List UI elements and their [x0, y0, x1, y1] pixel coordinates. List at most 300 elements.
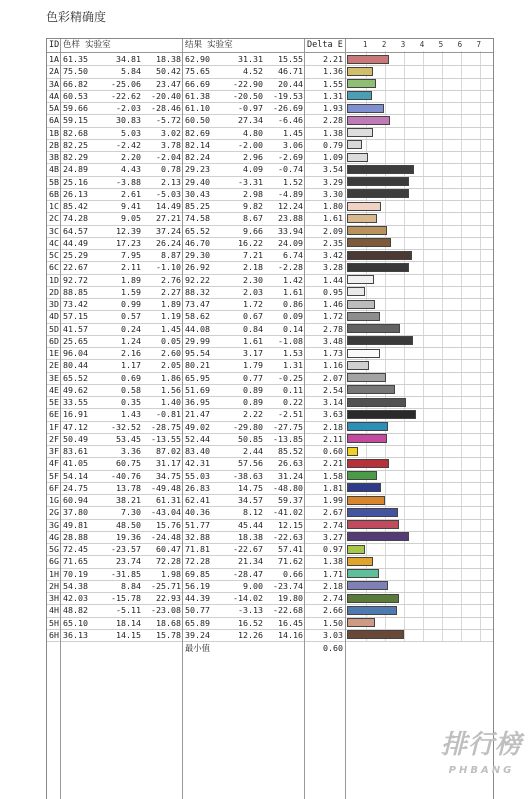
- cell-s1: 1.24: [121, 335, 141, 346]
- cell-r2: 1.31: [283, 360, 303, 371]
- table-row: [47, 176, 493, 188]
- cell-id: 5H: [49, 617, 59, 628]
- delta-e-bar: [347, 104, 384, 113]
- table-row: [47, 78, 493, 90]
- cell-r1: -2.00: [238, 139, 263, 150]
- cell-id: 3D: [49, 299, 59, 309]
- cell-r2: 3.06: [283, 139, 303, 150]
- cell-s1: 1.59: [121, 286, 141, 297]
- cell-s1: 1.17: [121, 360, 141, 371]
- cell-s1: 9.41: [121, 201, 141, 211]
- cell-s1: 0.24: [121, 323, 141, 334]
- cell-id: 5D: [49, 323, 59, 334]
- cell-s0: 73.42: [63, 299, 88, 309]
- table-row: [47, 127, 493, 139]
- cell-r0: 29.40: [185, 176, 210, 187]
- delta-e-bar: [347, 287, 365, 296]
- cell-s1: 1.43: [121, 409, 141, 420]
- cell-s0: 82.29: [63, 152, 88, 162]
- table-row: [47, 114, 493, 126]
- cell-s2: -5.03: [156, 188, 181, 199]
- cell-s2: 31.17: [156, 458, 181, 469]
- cell-id: 4B: [49, 164, 59, 175]
- cell-r1: 18.38: [238, 531, 263, 542]
- cell-s1: -25.06: [111, 78, 141, 89]
- cell-s2: 3.78: [161, 139, 181, 150]
- cell-s0: 74.28: [63, 213, 88, 224]
- table-row: [47, 225, 493, 237]
- cell-s1: 2.20: [121, 152, 141, 162]
- table-row: [47, 396, 493, 408]
- cell-r0: 69.85: [185, 568, 210, 579]
- cell-r2: -23.74: [273, 580, 303, 591]
- cell-r0: 32.88: [185, 531, 210, 542]
- cell-s0: 26.13: [63, 188, 88, 199]
- cell-id: 4H: [49, 605, 59, 616]
- cell-de: 1.58: [323, 470, 343, 481]
- table-row: [47, 592, 493, 604]
- cell-s1: 23.74: [116, 556, 141, 567]
- cell-id: 5B: [49, 176, 59, 187]
- cell-r2: 20.44: [278, 78, 303, 89]
- delta-e-bar: [347, 336, 413, 345]
- cell-s0: 65.52: [63, 372, 88, 383]
- cell-r1: 0.67: [243, 311, 263, 322]
- delta-e-bar: [347, 214, 377, 223]
- table-row: [47, 421, 493, 433]
- cell-id: 5F: [49, 470, 59, 481]
- table-row: [47, 151, 493, 163]
- cell-id: 3H: [49, 593, 59, 603]
- cell-r0: 73.47: [185, 299, 210, 309]
- cell-r2: 1.52: [283, 176, 303, 187]
- cell-r1: 16.52: [238, 617, 263, 628]
- cell-s2: -5.72: [156, 115, 181, 126]
- cell-r2: 0.14: [283, 323, 303, 334]
- cell-r1: 2.03: [243, 286, 263, 297]
- delta-e-bar: [347, 581, 388, 590]
- cell-de: 1.72: [323, 311, 343, 322]
- delta-e-bar: [347, 67, 373, 76]
- cell-r0: 65.52: [185, 225, 210, 236]
- cell-id: 5E: [49, 397, 59, 407]
- cell-id: 6D: [49, 335, 59, 346]
- cell-r2: 31.24: [278, 470, 303, 481]
- cell-s0: 82.68: [63, 127, 88, 138]
- cell-r0: 95.54: [185, 348, 210, 358]
- table-row: [47, 433, 493, 445]
- cell-id: 6E: [49, 409, 59, 420]
- cell-r2: -1.08: [278, 335, 303, 346]
- cell-r1: 0.84: [243, 323, 263, 334]
- page-title: 色彩精确度: [46, 10, 107, 24]
- table-row: [47, 335, 493, 347]
- delta-e-bar: [347, 361, 369, 370]
- cell-s2: 87.02: [156, 446, 181, 456]
- cell-r2: 16.45: [278, 617, 303, 628]
- table-row: [47, 163, 493, 175]
- cell-s0: 44.49: [63, 237, 88, 248]
- delta-e-bar: [347, 55, 389, 64]
- cell-r2: 24.09: [278, 237, 303, 248]
- cell-de: 3.29: [323, 176, 343, 187]
- cell-r0: 74.58: [185, 213, 210, 224]
- cell-s1: -15.78: [111, 593, 141, 603]
- cell-r1: 31.31: [238, 54, 263, 64]
- cell-r2: 0.66: [283, 568, 303, 579]
- table-row: [47, 543, 493, 555]
- cell-s2: 50.42: [156, 66, 181, 77]
- cell-de: 1.71: [323, 568, 343, 579]
- cell-r1: 4.09: [243, 164, 263, 175]
- cell-s0: 54.14: [63, 470, 88, 481]
- cell-s1: -2.42: [116, 139, 141, 150]
- delta-e-bar: [347, 520, 399, 529]
- cell-s0: 61.35: [63, 54, 88, 64]
- cell-r1: 14.75: [238, 482, 263, 493]
- cell-s2: -49.48: [151, 482, 181, 493]
- scale-tick: 6: [457, 40, 463, 49]
- delta-e-bar: [347, 434, 387, 443]
- cell-r0: 72.28: [185, 556, 210, 567]
- table-row: [47, 629, 493, 641]
- cell-id: 4C: [49, 237, 59, 248]
- cell-r2: 59.37: [278, 495, 303, 505]
- cell-s1: 0.69: [121, 372, 141, 383]
- table-row: [47, 298, 493, 310]
- cell-s0: 92.72: [63, 274, 88, 285]
- cell-de: 3.27: [323, 531, 343, 542]
- cell-de: 0.79: [323, 139, 343, 150]
- cell-r2: -13.85: [273, 433, 303, 444]
- cell-id: 5G: [49, 544, 59, 554]
- cell-r0: 52.44: [185, 433, 210, 444]
- cell-id: 2C: [49, 213, 59, 224]
- cell-r2: -48.80: [273, 482, 303, 493]
- table-row: [47, 237, 493, 249]
- cell-s1: 9.05: [121, 213, 141, 224]
- header-result-lab: 结果 实验室: [185, 40, 233, 50]
- cell-s1: -31.85: [111, 568, 141, 579]
- cell-s1: 2.16: [121, 348, 141, 358]
- delta-e-bar: [347, 324, 400, 333]
- cell-s1: 18.14: [116, 617, 141, 628]
- cell-id: 6H: [49, 629, 59, 640]
- cell-de: 2.21: [323, 54, 343, 64]
- cell-r0: 58.62: [185, 311, 210, 322]
- cell-de: 1.50: [323, 617, 343, 628]
- cell-s0: 28.88: [63, 531, 88, 542]
- table-row: [47, 65, 493, 77]
- cell-s1: 30.83: [116, 115, 141, 126]
- cell-s2: 1.56: [161, 384, 181, 395]
- delta-e-bar: [347, 471, 377, 480]
- cell-r1: 3.17: [243, 348, 263, 358]
- table-row: [47, 323, 493, 335]
- cell-id: 3B: [49, 152, 59, 162]
- cell-r1: -3.13: [238, 605, 263, 616]
- cell-s1: 14.15: [116, 629, 141, 640]
- cell-r0: 65.95: [185, 372, 210, 383]
- cell-s0: 24.75: [63, 482, 88, 493]
- cell-id: 4D: [49, 311, 59, 322]
- cell-r2: 0.09: [283, 311, 303, 322]
- delta-e-bar: [347, 508, 398, 517]
- cell-s1: -5.11: [116, 605, 141, 616]
- delta-e-bar: [347, 422, 388, 431]
- cell-s2: 8.87: [161, 250, 181, 260]
- cell-r0: 55.03: [185, 470, 210, 481]
- cell-r0: 51.69: [185, 384, 210, 395]
- cell-r2: -22.63: [273, 531, 303, 542]
- table-row: [47, 408, 493, 420]
- cell-r2: -41.02: [273, 507, 303, 518]
- cell-r0: 51.77: [185, 519, 210, 530]
- delta-e-bar: [347, 79, 376, 88]
- cell-s1: 2.11: [121, 262, 141, 273]
- cell-r0: 80.21: [185, 360, 210, 371]
- delta-e-bar: [347, 606, 397, 615]
- cell-s1: 7.95: [121, 250, 141, 260]
- delta-e-bar: [347, 238, 391, 247]
- cell-s1: 0.35: [121, 397, 141, 407]
- table-row: [47, 568, 493, 580]
- cell-de: 3.63: [323, 409, 343, 420]
- cell-s1: 12.39: [116, 225, 141, 236]
- cell-s0: 41.05: [63, 458, 88, 469]
- cell-s2: -28.75: [151, 421, 181, 432]
- delta-e-bar: [347, 569, 379, 578]
- cell-s1: -40.76: [111, 470, 141, 481]
- cell-r0: 92.22: [185, 274, 210, 285]
- cell-r0: 82.24: [185, 152, 210, 162]
- cell-s0: 50.49: [63, 433, 88, 444]
- cell-de: 2.28: [323, 115, 343, 126]
- cell-r1: 2.22: [243, 409, 263, 420]
- cell-s1: 0.58: [121, 384, 141, 395]
- cell-r0: 29.99: [185, 335, 210, 346]
- cell-r0: 50.77: [185, 605, 210, 616]
- table-row: [47, 359, 493, 371]
- color-accuracy-table: [46, 38, 494, 799]
- cell-r0: 62.90: [185, 54, 210, 64]
- table-row: [47, 604, 493, 616]
- cell-de: 1.73: [323, 348, 343, 358]
- cell-s1: -2.03: [116, 103, 141, 113]
- cell-r1: 8.12: [243, 507, 263, 518]
- cell-id: 2A: [49, 66, 59, 77]
- cell-de: 1.61: [323, 213, 343, 224]
- delta-e-bar: [347, 398, 406, 407]
- delta-e-bar: [347, 618, 375, 627]
- cell-s0: 49.62: [63, 384, 88, 395]
- watermark-text: 排行榜: [440, 730, 522, 760]
- cell-de: 3.03: [323, 629, 343, 640]
- cell-r0: 85.25: [185, 201, 210, 211]
- cell-r0: 26.92: [185, 262, 210, 273]
- cell-s0: 22.67: [63, 262, 88, 273]
- cell-r0: 66.69: [185, 78, 210, 89]
- cell-s2: 18.38: [156, 54, 181, 64]
- cell-de: 2.78: [323, 323, 343, 334]
- table-row: [47, 494, 493, 506]
- cell-r0: 42.31: [185, 458, 210, 469]
- cell-s2: -23.08: [151, 605, 181, 616]
- cell-r2: 12.15: [278, 519, 303, 530]
- delta-e-bar: [347, 300, 375, 309]
- cell-r1: 34.57: [238, 495, 263, 505]
- cell-r1: 1.61: [243, 335, 263, 346]
- cell-s0: 85.42: [63, 201, 88, 211]
- cell-r1: -14.02: [233, 593, 263, 603]
- cell-de: 1.46: [323, 299, 343, 309]
- cell-r1: 0.89: [243, 397, 263, 407]
- cell-r2: 26.63: [278, 458, 303, 469]
- cell-r0: 39.24: [185, 629, 210, 640]
- cell-r2: -22.68: [273, 605, 303, 616]
- cell-s0: 65.10: [63, 617, 88, 628]
- cell-r0: 61.10: [185, 103, 210, 113]
- cell-r1: 2.98: [243, 188, 263, 199]
- cell-de: 3.54: [323, 164, 343, 175]
- cell-s2: 2.27: [161, 286, 181, 297]
- cell-r1: 1.72: [243, 299, 263, 309]
- cell-de: 3.48: [323, 335, 343, 346]
- cell-r2: 1.42: [283, 274, 303, 285]
- cell-s0: 37.80: [63, 507, 88, 518]
- delta-e-bar: [347, 128, 373, 137]
- cell-s0: 72.45: [63, 544, 88, 554]
- cell-s1: 4.43: [121, 164, 141, 175]
- cell-de: 0.60: [323, 446, 343, 456]
- cell-id: 3F: [49, 446, 59, 456]
- delta-e-bar: [347, 545, 365, 554]
- cell-s2: 37.24: [156, 225, 181, 236]
- cell-s2: 1.45: [161, 323, 181, 334]
- cell-s0: 59.15: [63, 115, 88, 126]
- cell-r1: -3.31: [238, 176, 263, 187]
- cell-s2: 3.02: [161, 127, 181, 138]
- cell-s2: 2.05: [161, 360, 181, 371]
- table-row: [47, 188, 493, 200]
- cell-id: 2E: [49, 360, 59, 371]
- table-row: [47, 519, 493, 531]
- cell-s1: 60.75: [116, 458, 141, 469]
- cell-s0: 60.53: [63, 90, 88, 101]
- cell-r0: 56.19: [185, 580, 210, 591]
- cell-id: 3E: [49, 372, 59, 383]
- cell-s1: -32.52: [111, 421, 141, 432]
- cell-s2: 23.47: [156, 78, 181, 89]
- cell-r1: -38.63: [233, 470, 263, 481]
- header-id: ID: [49, 40, 60, 50]
- table-row: [47, 53, 493, 65]
- cell-de: 1.99: [323, 495, 343, 505]
- cell-r0: 40.36: [185, 507, 210, 518]
- cell-s1: 19.36: [116, 531, 141, 542]
- delta-e-bar: [347, 459, 389, 468]
- cell-s2: 34.75: [156, 470, 181, 481]
- cell-r2: 14.16: [278, 629, 303, 640]
- cell-s0: 96.04: [63, 348, 88, 358]
- cell-s2: 27.21: [156, 213, 181, 224]
- cell-s2: 22.93: [156, 593, 181, 603]
- cell-r0: 65.89: [185, 617, 210, 628]
- table-row: [47, 555, 493, 567]
- cell-r1: 57.56: [238, 458, 263, 469]
- cell-r2: 0.86: [283, 299, 303, 309]
- cell-s0: 57.15: [63, 311, 88, 322]
- cell-s2: 1.89: [161, 299, 181, 309]
- cell-s1: 17.23: [116, 237, 141, 248]
- cell-de: 1.36: [323, 66, 343, 77]
- table-row: [47, 457, 493, 469]
- cell-de: 2.11: [323, 433, 343, 444]
- cell-s0: 88.85: [63, 286, 88, 297]
- table-row: [47, 200, 493, 212]
- cell-r1: 0.89: [243, 384, 263, 395]
- cell-r2: -2.69: [278, 152, 303, 162]
- table-row: [47, 286, 493, 298]
- delta-e-bar: [347, 373, 386, 382]
- cell-de: 2.35: [323, 237, 343, 248]
- cell-s2: -25.71: [151, 580, 181, 591]
- cell-s0: 66.82: [63, 78, 88, 89]
- cell-de: 3.30: [323, 188, 343, 199]
- cell-r1: 9.00: [243, 580, 263, 591]
- cell-id: 6G: [49, 556, 59, 567]
- cell-de: 2.66: [323, 605, 343, 616]
- cell-s1: 13.78: [116, 482, 141, 493]
- cell-r1: 2.18: [243, 262, 263, 273]
- table-row: [47, 310, 493, 322]
- cell-s2: -20.40: [151, 90, 181, 101]
- cell-r2: 19.80: [278, 593, 303, 603]
- cell-r0: 83.40: [185, 446, 210, 456]
- cell-s2: 15.78: [156, 629, 181, 640]
- cell-s2: -24.48: [151, 531, 181, 542]
- cell-r2: 0.22: [283, 397, 303, 407]
- cell-de: 1.93: [323, 103, 343, 113]
- cell-id: 3C: [49, 225, 59, 236]
- cell-s0: 48.82: [63, 605, 88, 616]
- delta-e-bar: [347, 594, 399, 603]
- cell-id: 6C: [49, 262, 59, 273]
- cell-r2: 12.24: [278, 201, 303, 211]
- delta-e-bar: [347, 349, 380, 358]
- cell-s0: 25.16: [63, 176, 88, 187]
- cell-r0: 71.81: [185, 544, 210, 554]
- cell-r2: 1.53: [283, 348, 303, 358]
- cell-s0: 71.65: [63, 556, 88, 567]
- cell-r1: 21.34: [238, 556, 263, 567]
- cell-r0: 49.02: [185, 421, 210, 432]
- cell-s2: -0.81: [156, 409, 181, 420]
- cell-s1: 5.84: [121, 66, 141, 77]
- delta-e-bar: [347, 140, 362, 149]
- cell-s2: 61.31: [156, 495, 181, 505]
- cell-s1: 34.81: [116, 54, 141, 64]
- cell-s1: 53.45: [116, 433, 141, 444]
- cell-s2: 15.76: [156, 519, 181, 530]
- cell-s2: 2.13: [161, 176, 181, 187]
- cell-de: 0.95: [323, 286, 343, 297]
- cell-r0: 75.65: [185, 66, 210, 77]
- table-row: [47, 506, 493, 518]
- cell-s2: 1.98: [161, 568, 181, 579]
- cell-r1: 0.77: [243, 372, 263, 383]
- cell-s0: 25.29: [63, 250, 88, 260]
